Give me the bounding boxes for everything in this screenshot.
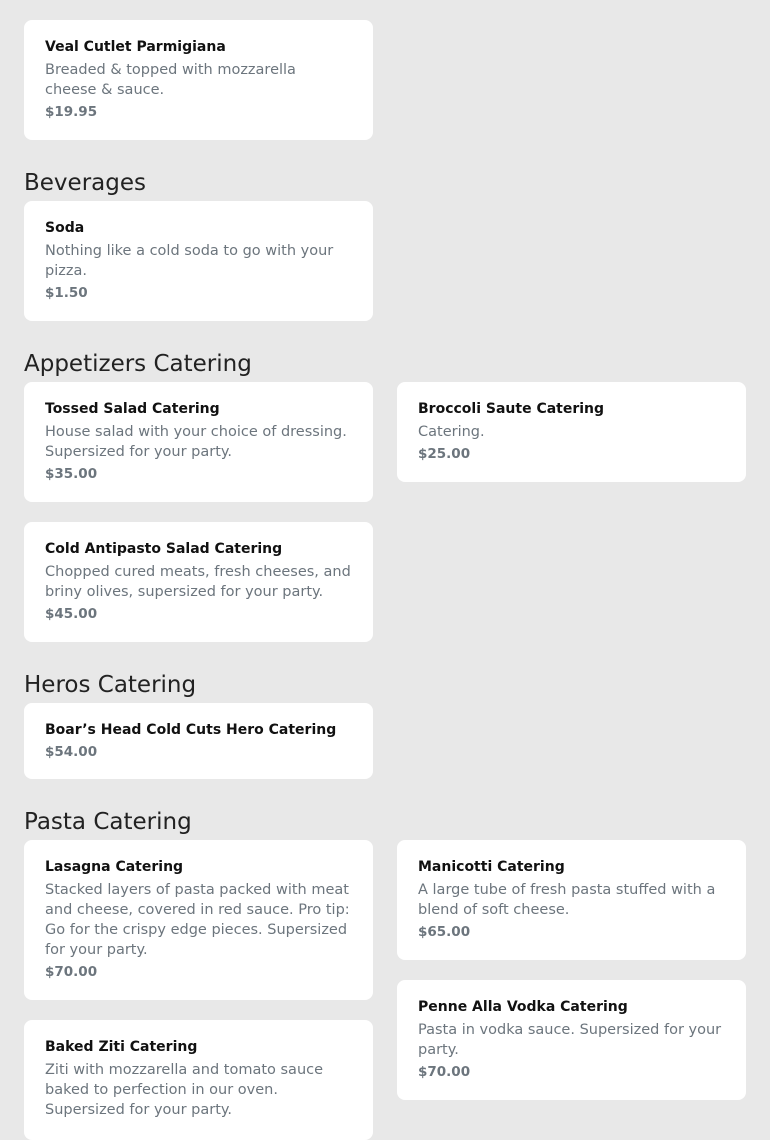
- menu-item-card[interactable]: [24, 703, 373, 779]
- menu-item-card[interactable]: [24, 522, 373, 642]
- menu-item-price: $35.00: [45, 466, 98, 482]
- menu-item-name: Veal Cutlet Parmigiana: [45, 39, 226, 55]
- menu-item-card[interactable]: [24, 840, 373, 1000]
- menu-item-price: $45.00: [45, 606, 98, 622]
- menu-item-card[interactable]: [24, 1020, 373, 1140]
- menu-item-card[interactable]: [397, 382, 746, 482]
- menu-item-name: Cold Antipasto Salad Catering: [45, 541, 283, 557]
- menu-item-name: Lasagna Catering: [45, 859, 184, 875]
- menu-item-description: Breaded & topped with mozzarella cheese & sauce.: [45, 62, 296, 98]
- section-title-beverages: Beverages: [24, 170, 146, 196]
- menu-item-price: $54.00: [45, 744, 98, 760]
- menu-item-name: Penne Alla Vodka Catering: [418, 999, 628, 1015]
- menu-item-description: Stacked layers of pasta packed with meat and cheese, covered in red sauce. Pro tip: Go for the crispy edge pieces. Supersized for your party.: [45, 882, 350, 958]
- menu-item-price: $25.00: [418, 446, 471, 462]
- section-title-heros-catering: Heros Catering: [24, 672, 197, 698]
- menu-item-card[interactable]: [397, 980, 746, 1100]
- menu-item-card[interactable]: [24, 382, 373, 502]
- menu-item-price: $70.00: [418, 1064, 471, 1080]
- menu-item-name: Tossed Salad Catering: [45, 401, 220, 417]
- menu-item-price: $19.95: [45, 104, 98, 120]
- section-title-appetizers-catering: Appetizers Catering: [24, 351, 252, 377]
- menu-item-price: $70.00: [45, 964, 98, 980]
- menu-item-name: Broccoli Saute Catering: [418, 401, 605, 417]
- menu-item-description: Chopped cured meats, fresh cheeses, and briny olives, supersized for your party.: [45, 564, 351, 600]
- menu-item-name: Boar’s Head Cold Cuts Hero Catering: [45, 722, 337, 738]
- menu-item-name: Baked Ziti Catering: [45, 1039, 198, 1055]
- menu-item-description: Ziti with mozzarella and tomato sauce baked to perfection in our oven. Supersized for your party.: [45, 1062, 324, 1118]
- menu-item-price: $65.00: [418, 924, 471, 940]
- menu-item-description: Nothing like a cold soda to go with your pizza.: [45, 243, 334, 279]
- menu-item-description: House salad with your choice of dressing. Supersized for your party.: [45, 424, 347, 460]
- menu-item-description: A large tube of fresh pasta stuffed with a blend of soft cheese.: [418, 882, 716, 918]
- menu-item-card[interactable]: [24, 201, 373, 321]
- menu-item-card[interactable]: [24, 20, 373, 140]
- section-title-pasta-catering: Pasta Catering: [24, 809, 192, 835]
- menu-item-name: Manicotti Catering: [418, 859, 565, 875]
- menu-item-price: $1.50: [45, 285, 88, 301]
- menu-item-description: Catering.: [418, 424, 485, 440]
- menu-item-card[interactable]: [397, 840, 746, 960]
- menu-item-description: Pasta in vodka sauce. Supersized for your party.: [418, 1022, 722, 1058]
- menu-item-name: Soda: [45, 220, 85, 236]
